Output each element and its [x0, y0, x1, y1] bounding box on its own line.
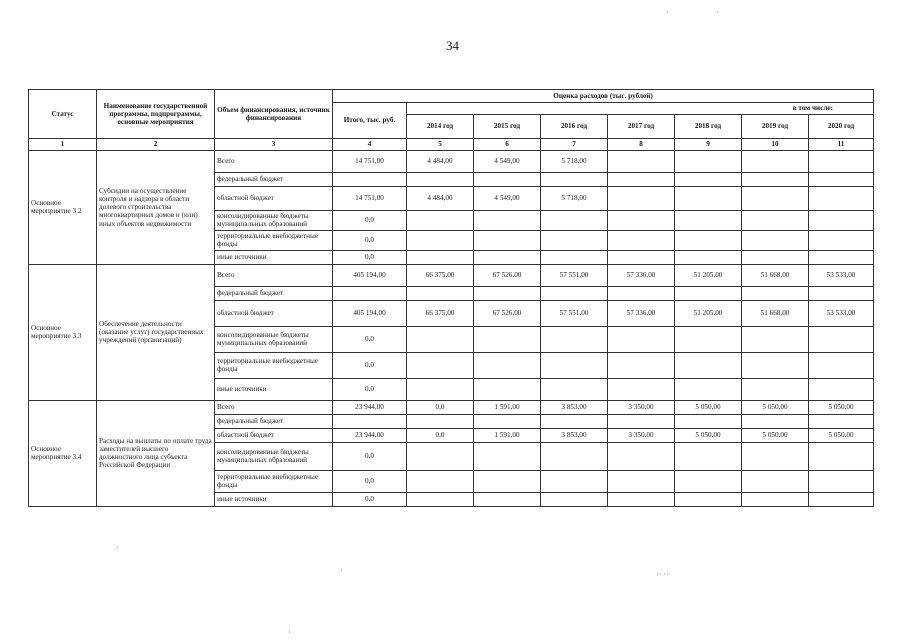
- year-value: [407, 470, 474, 492]
- year-value: [474, 414, 541, 428]
- year-value: [407, 442, 474, 470]
- total-value: 0,0: [333, 230, 407, 250]
- year-value: [474, 326, 541, 352]
- table-row: [29, 151, 874, 173]
- year-value: [474, 352, 541, 378]
- year-value: 5 718,00: [541, 151, 608, 173]
- funding-source: территориальные внебюджетные фонды: [215, 230, 333, 250]
- year-value: 5 050,00: [742, 400, 809, 414]
- funding-source: федеральный бюджет: [215, 173, 333, 187]
- year-value: [541, 492, 608, 506]
- total-value: [333, 286, 407, 300]
- scan-speck: ·: [340, 566, 343, 575]
- year-value: 0,0: [407, 428, 474, 442]
- year-value: [541, 352, 608, 378]
- year-value: [742, 414, 809, 428]
- year-value: 5 050,00: [809, 400, 874, 414]
- year-value: [809, 378, 874, 400]
- year-value: [541, 230, 608, 250]
- year-value: [407, 378, 474, 400]
- total-value: 0,0: [333, 250, 407, 264]
- year-value: [809, 414, 874, 428]
- total-value: 0,0: [333, 442, 407, 470]
- year-value: 51 668,00: [742, 264, 809, 286]
- year-value: [675, 414, 742, 428]
- year-value: [809, 211, 874, 231]
- year-value: [608, 230, 675, 250]
- block-name: Расходы на выплаты по оплате труда заместителей высшего должностного лица субъекта Российской Федерации: [97, 400, 215, 506]
- header-column-numbers: [29, 139, 874, 151]
- header-status: Статус: [29, 90, 97, 139]
- year-value: 4 549,00: [474, 187, 541, 211]
- year-value: [407, 492, 474, 506]
- header-year: 2020 год: [809, 115, 874, 139]
- year-value: [474, 211, 541, 231]
- year-value: [541, 414, 608, 428]
- header-year: 2015 год: [474, 115, 541, 139]
- year-value: [541, 173, 608, 187]
- year-value: 5 050,00: [742, 428, 809, 442]
- year-value: [809, 151, 874, 173]
- year-value: [742, 151, 809, 173]
- total-value: 0,0: [333, 211, 407, 231]
- funding-source: областной бюджет: [215, 300, 333, 326]
- funding-source: иные источники: [215, 250, 333, 264]
- year-value: [675, 470, 742, 492]
- total-value: 405 194,00: [333, 264, 407, 286]
- year-value: [809, 442, 874, 470]
- total-value: 405 194,00: [333, 300, 407, 326]
- year-value: [541, 378, 608, 400]
- year-value: [742, 286, 809, 300]
- year-value: 57 336,00: [608, 264, 675, 286]
- table-row: [29, 264, 874, 286]
- header-total: Итого, тыс. руб.: [333, 103, 407, 139]
- year-value: 66 375,00: [407, 264, 474, 286]
- year-value: 3 853,00: [541, 400, 608, 414]
- year-value: [608, 492, 675, 506]
- total-value: 14 751,00: [333, 151, 407, 173]
- year-value: [675, 250, 742, 264]
- column-number: 11: [809, 139, 874, 151]
- year-value: 0,0: [407, 400, 474, 414]
- funding-source: Всего: [215, 264, 333, 286]
- header-funding: Объем финансирования, источник финансирования: [215, 90, 333, 139]
- year-value: 57 551,00: [541, 300, 608, 326]
- scan-speck: ˙˙ ˙˙˙: [656, 572, 672, 581]
- year-value: 53 533,00: [809, 300, 874, 326]
- block-name: Обеспечение деятельности (оказание услуг) государственных учреждений (организаций): [97, 264, 215, 400]
- year-value: 4 549,00: [474, 151, 541, 173]
- year-value: [474, 286, 541, 300]
- year-value: 3 350,00: [608, 400, 675, 414]
- scan-speck: ·: [288, 628, 291, 637]
- year-value: 51 205,00: [675, 264, 742, 286]
- year-value: [474, 250, 541, 264]
- funding-source: иные источники: [215, 378, 333, 400]
- total-value: [333, 414, 407, 428]
- header-year: 2018 год: [675, 115, 742, 139]
- year-value: [675, 211, 742, 231]
- budget-table: [28, 89, 874, 507]
- block-status: Основное мероприятие 3.3: [29, 264, 97, 400]
- column-number: 10: [742, 139, 809, 151]
- year-value: [742, 352, 809, 378]
- year-value: [742, 492, 809, 506]
- year-value: [809, 286, 874, 300]
- year-value: [541, 470, 608, 492]
- year-value: [474, 173, 541, 187]
- funding-source: областной бюджет: [215, 428, 333, 442]
- table-row: [29, 400, 874, 414]
- year-value: [742, 378, 809, 400]
- total-value: 0,0: [333, 326, 407, 352]
- total-value: 0,0: [333, 352, 407, 378]
- year-value: [675, 352, 742, 378]
- year-value: 67 526,00: [474, 300, 541, 326]
- year-value: 4 484,00: [407, 187, 474, 211]
- year-value: [809, 492, 874, 506]
- year-value: [809, 230, 874, 250]
- year-value: 1 591,00: [474, 428, 541, 442]
- column-number: 1: [29, 139, 97, 151]
- year-value: [608, 286, 675, 300]
- block-status: Основное мероприятие 3.2: [29, 151, 97, 265]
- year-value: [407, 211, 474, 231]
- year-value: [675, 378, 742, 400]
- year-value: [742, 173, 809, 187]
- year-value: [608, 352, 675, 378]
- year-value: [474, 470, 541, 492]
- total-value: 0,0: [333, 470, 407, 492]
- year-value: [809, 173, 874, 187]
- total-value: [333, 173, 407, 187]
- year-value: [742, 211, 809, 231]
- year-value: [742, 470, 809, 492]
- year-value: [608, 442, 675, 470]
- year-value: [675, 442, 742, 470]
- year-value: [809, 470, 874, 492]
- funding-source: иные источники: [215, 492, 333, 506]
- year-value: [809, 250, 874, 264]
- funding-source: Всего: [215, 400, 333, 414]
- year-value: 5 050,00: [809, 428, 874, 442]
- header-year: 2019 год: [742, 115, 809, 139]
- year-value: [407, 173, 474, 187]
- year-value: [407, 326, 474, 352]
- year-value: [742, 326, 809, 352]
- year-value: [541, 211, 608, 231]
- header-year: 2017 год: [608, 115, 675, 139]
- year-value: [407, 286, 474, 300]
- funding-source: федеральный бюджет: [215, 286, 333, 300]
- year-value: [608, 250, 675, 264]
- year-value: [407, 414, 474, 428]
- column-number: 9: [675, 139, 742, 151]
- total-value: 14 751,00: [333, 187, 407, 211]
- year-value: [675, 151, 742, 173]
- year-value: [541, 326, 608, 352]
- column-number: 8: [608, 139, 675, 151]
- year-value: [675, 492, 742, 506]
- year-value: [407, 352, 474, 378]
- block-name: Субсидии на осуществление контроля и надзора в области долевого строительства многоквартирных домов и (или) иных объектов недвижимости: [97, 151, 215, 265]
- header-expenses: Оценка расходов (тыс. рублей): [333, 90, 874, 103]
- column-number: 5: [407, 139, 474, 151]
- year-value: 4 484,00: [407, 151, 474, 173]
- year-value: [742, 250, 809, 264]
- year-value: 66 375,00: [407, 300, 474, 326]
- funding-source: консолидированные бюджеты муниципальных образований: [215, 326, 333, 352]
- year-value: 57 551,00: [541, 264, 608, 286]
- scan-speck: ·: [666, 8, 669, 17]
- year-value: 1 591,00: [474, 400, 541, 414]
- year-value: [474, 378, 541, 400]
- year-value: [675, 326, 742, 352]
- header-year: 2016 год: [541, 115, 608, 139]
- year-value: [608, 151, 675, 173]
- page-number: 34: [446, 38, 459, 53]
- year-value: [742, 187, 809, 211]
- year-value: [474, 230, 541, 250]
- year-value: 51 668,00: [742, 300, 809, 326]
- year-value: 57 336,00: [608, 300, 675, 326]
- year-value: 3 853,00: [541, 428, 608, 442]
- total-value: 0,0: [333, 378, 407, 400]
- year-value: 5 050,00: [675, 400, 742, 414]
- year-value: 53 533,00: [809, 264, 874, 286]
- year-value: [809, 352, 874, 378]
- header-program-name: Наименование государственной программы, подпрограммы, основные мероприятия: [97, 90, 215, 139]
- year-value: 67 526,00: [474, 264, 541, 286]
- year-value: [474, 442, 541, 470]
- year-value: [608, 470, 675, 492]
- year-value: [675, 286, 742, 300]
- scan-speck: ·: [116, 543, 119, 552]
- year-value: [809, 326, 874, 352]
- funding-source: территориальные внебюджетные фонды: [215, 352, 333, 378]
- year-value: [809, 187, 874, 211]
- year-value: [541, 286, 608, 300]
- year-value: [608, 414, 675, 428]
- funding-source: консолидированные бюджеты муниципальных образований: [215, 442, 333, 470]
- year-value: [608, 173, 675, 187]
- block-status: Основное мероприятие 3.4: [29, 400, 97, 506]
- year-value: [742, 230, 809, 250]
- funding-source: областной бюджет: [215, 187, 333, 211]
- year-value: [407, 250, 474, 264]
- year-value: 51 205,00: [675, 300, 742, 326]
- column-number: 7: [541, 139, 608, 151]
- header-year: 2014 год: [407, 115, 474, 139]
- funding-source: Всего: [215, 151, 333, 173]
- year-value: [675, 230, 742, 250]
- funding-source: федеральный бюджет: [215, 414, 333, 428]
- funding-source: консолидированные бюджеты муниципальных образований: [215, 211, 333, 231]
- year-value: [742, 442, 809, 470]
- year-value: 5 050,00: [675, 428, 742, 442]
- year-value: 3 350,00: [608, 428, 675, 442]
- year-value: [675, 187, 742, 211]
- column-number: 6: [474, 139, 541, 151]
- scan-speck: ·: [716, 8, 719, 17]
- year-value: [407, 230, 474, 250]
- year-value: [474, 492, 541, 506]
- total-value: 23 944,00: [333, 400, 407, 414]
- year-value: [608, 187, 675, 211]
- year-value: [608, 326, 675, 352]
- column-number: 3: [215, 139, 333, 151]
- column-number: 2: [97, 139, 215, 151]
- year-value: [608, 378, 675, 400]
- year-value: [541, 442, 608, 470]
- year-value: [541, 250, 608, 264]
- year-value: [675, 173, 742, 187]
- total-value: 0,0: [333, 492, 407, 506]
- year-value: [608, 211, 675, 231]
- column-number: 4: [333, 139, 407, 151]
- total-value: 23 944,00: [333, 428, 407, 442]
- year-value: 5 718,00: [541, 187, 608, 211]
- funding-source: территориальные внебюджетные фонды: [215, 470, 333, 492]
- header-including: в том числе:: [407, 103, 874, 115]
- table-body: [29, 151, 874, 507]
